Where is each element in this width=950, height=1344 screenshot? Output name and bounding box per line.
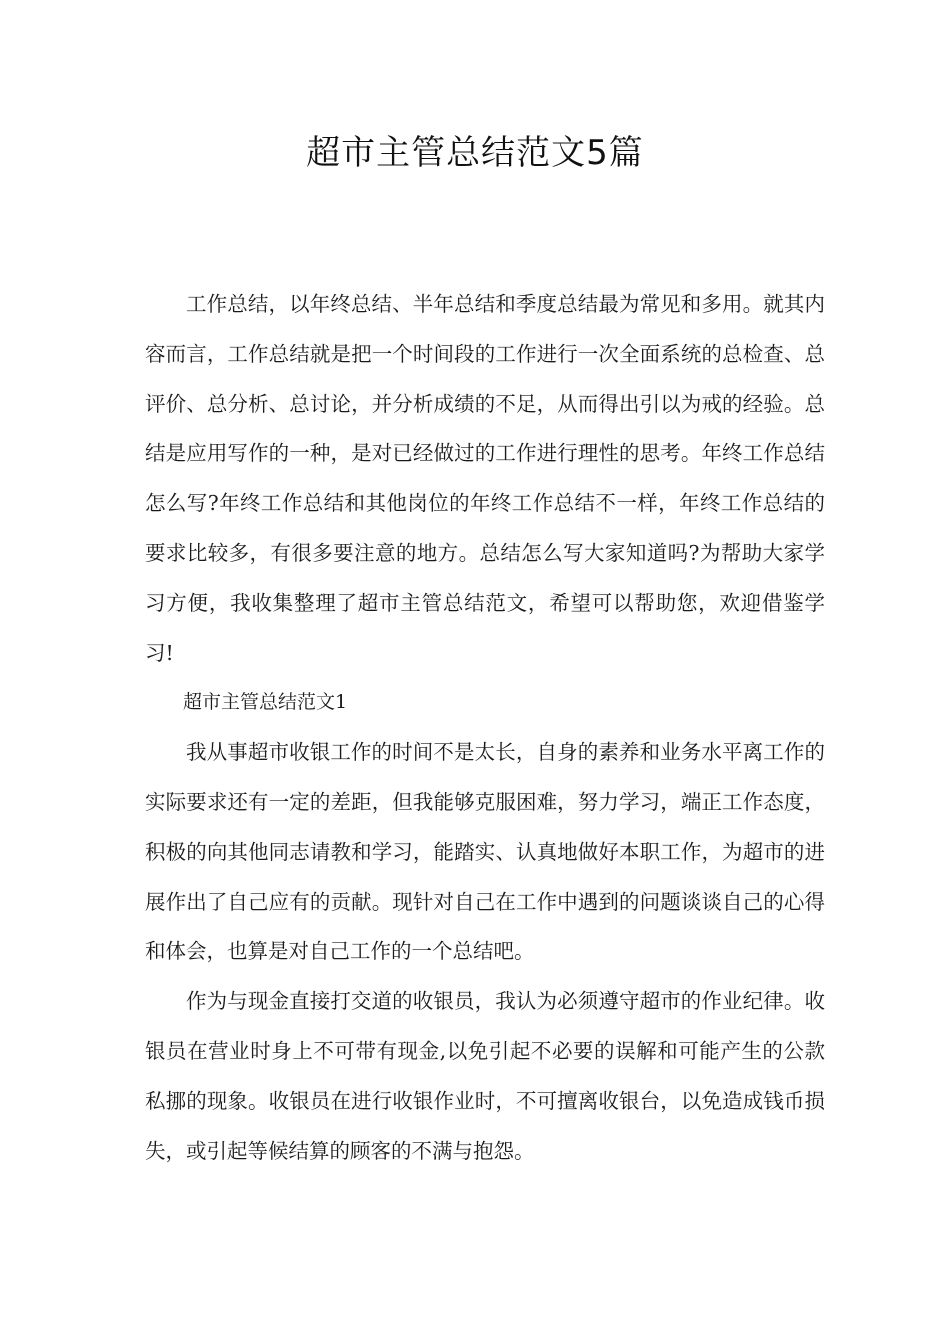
body-paragraph: 我从事超市收银工作的时间不是太长，自身的素养和业务水平离工作的实际要求还有一定的差距，但我能够克服困难，努力学习，端正工作态度，积极的向其他同志请教和学习，能踏实、认真地做好本职工作，为超市的进展作出了自己应有的贡献。现针对自己在工作中遇到的问题谈谈自己的心得和体会，也算是对自己工作的一个总结吧。 <box>145 740 825 964</box>
intro-paragraph: 工作总结，以年终总结、半年总结和季度总结最为常见和多用。就其内容而言，工作总结就是把一个时间段的工作进行一次全面系统的总检查、总评价、总分析、总讨论，并分析成绩的不足，从而得出引以为戒的经验。总结是应用写作的一种，是对已经做过的工作进行理性的思考。年终工作总结怎么写?年终工作总结和其他岗位的年终工作总结不一样，年终工作总结的要求比较多，有很多要注意的地方。总结怎么写大家知道吗?为帮助大家学习方便，我收集整理了超市主管总结范文，希望可以帮助您，欢迎借鉴学习! <box>145 292 825 665</box>
section-heading: 超市主管总结范文1 <box>183 691 348 714</box>
document-body <box>145 280 825 1176</box>
body-paragraph: 作为与现金直接打交道的收银员，我认为必须遵守超市的作业纪律。收银员在营业时身上不可带有现金,以免引起不必要的误解和可能产生的公款私挪的现象。收银员在进行收银作业时，不可擅离收银台，以免造成钱币损失，或引起等候结算的顾客的不满与抱怨。 <box>145 989 825 1163</box>
document-title: 超市主管总结范文5篇 <box>306 133 644 173</box>
